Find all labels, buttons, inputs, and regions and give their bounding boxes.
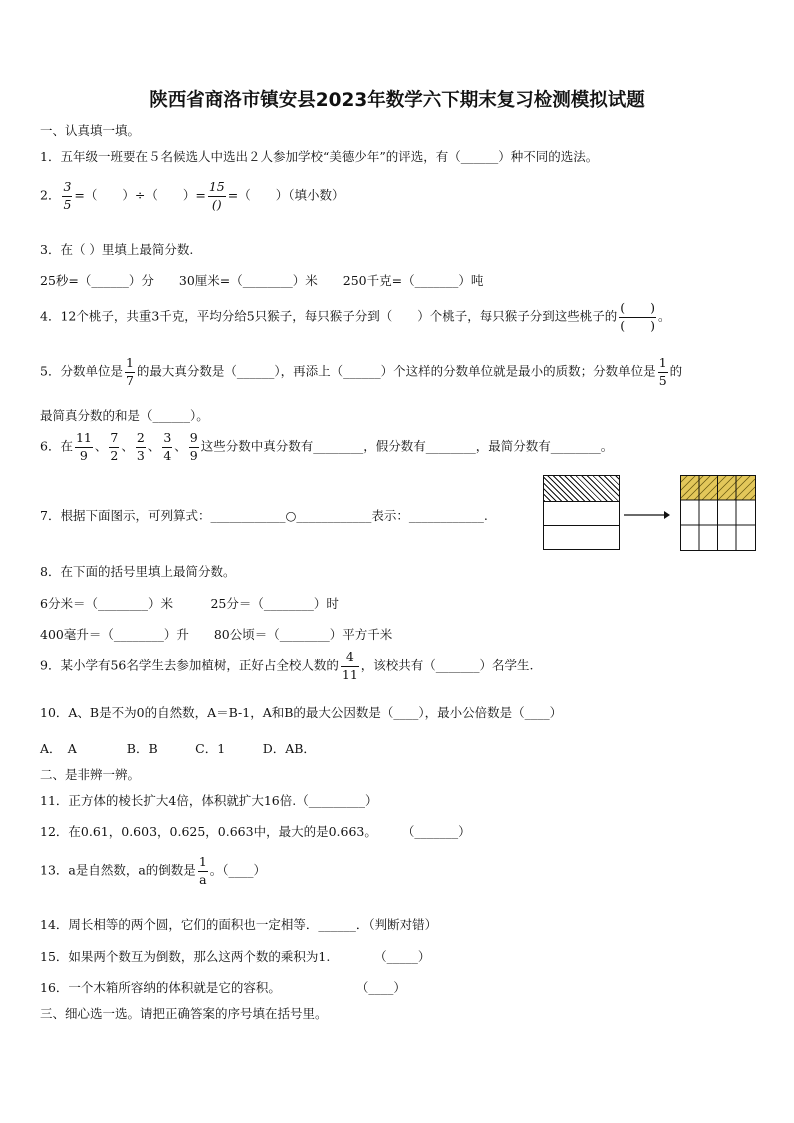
question-12: 12．在0.61，0.603，0.625，0.663中，最大的是0.663。 （_______）: [40, 824, 471, 839]
page-title: 陕西省商洛市镇安县2023年数学六下期末复习检测模拟试题: [149, 90, 645, 111]
question-2-tail: =（ ）（填小数）: [227, 187, 345, 203]
question-13-part-b: 。（____）: [209, 862, 267, 878]
question-5-line-2: 最简真分数的和是（______）。: [40, 408, 209, 423]
fraction-numerator: 15: [208, 181, 226, 197]
fraction-15-blank: [208, 181, 226, 211]
grid-diagram-right: [680, 475, 756, 554]
fraction-denominator: (): [211, 196, 222, 212]
question-2-middle: =（ ）÷（ ）=: [74, 187, 206, 203]
fraction-denominator: 2: [110, 447, 119, 463]
question-7: 7．根据下面图示，可列算式：____________○____________表示：____________.: [40, 508, 488, 523]
question-4-text: 4．12个桃子，共重3千克，平均分给5只猴子，每只猴子分到（ ）个桃子，每只猴子分到这些桃子的: [40, 308, 618, 324]
question-3-blanks: 25秒=（______）分 30厘米=（________）米 250千克=（_______）吨: [40, 273, 484, 288]
fraction-denominator: 7: [125, 372, 134, 388]
question-8-line-2: 400毫升＝（________）升 80公顷＝（________）平方千米: [40, 627, 393, 642]
question-15: 15．如果两个数互为倒数，那么这两个数的乘积为1. （_____）: [40, 949, 431, 964]
fraction-1-5: [658, 357, 668, 387]
question-11: 11．正方体的棱长扩大4倍，体积就扩大16倍.（_________）: [40, 793, 378, 808]
fraction-denominator: 9: [189, 447, 198, 463]
section-2-heading: 二、是非辨一辨。: [40, 767, 141, 782]
fraction-numerator: 11: [75, 432, 93, 448]
fraction-denominator: 3: [136, 447, 145, 463]
fraction-numerator: 3: [162, 432, 172, 448]
arrow-icon: [624, 509, 670, 524]
question-10: 10．A、B是不为0的自然数，A＝B-1，A和B的最大公因数是（____），最小公倍数是（____）: [40, 705, 563, 720]
question-4: [40, 302, 671, 332]
question-1: 1．五年级一班要在５名候选人中选出２人参加学校“美德少年”的评选，有（______）种不同的选法。: [40, 149, 599, 164]
fraction-denominator: ( ): [620, 317, 656, 333]
fraction-7-2: [109, 432, 119, 462]
shaded-part: [543, 475, 620, 502]
question-8: 8．在下面的括号里填上最简分数。: [40, 564, 236, 579]
fraction-numerator: 3: [62, 181, 72, 197]
fraction-denominator: 5: [658, 372, 667, 388]
fraction-denominator: 9: [79, 447, 88, 463]
question-8-line-1: 6分米＝（________）米 25分＝（________）时: [40, 596, 339, 611]
question-9-part-a: 9．某小学有56名学生去参加植树，正好占全校人数的: [40, 657, 339, 673]
question-5-part-c: 的: [669, 363, 683, 379]
fraction-9-9: [189, 432, 199, 462]
fraction-3-5: [62, 181, 72, 211]
fraction-numerator: 1: [658, 357, 668, 373]
question-10-options: A． A B．B C．1 D．AB．: [40, 741, 316, 756]
question-6-part-a: 6．在: [40, 438, 73, 454]
section-3-heading: 三、细心选一选。请把正确答案的序号填在括号里。: [40, 1006, 328, 1021]
question-13-part-a: 13．a是自然数，a的倒数是: [40, 862, 196, 878]
question-9: [40, 651, 534, 681]
question-5-part-b: 的最大真分数是（______），再添上（______）个这样的分数单位就是最小的质数；分数单位是: [136, 363, 656, 379]
fraction-numerator: 4: [341, 651, 359, 667]
question-3: 3．在（ ）里填上最简分数.: [40, 242, 194, 257]
question-13: [40, 856, 266, 886]
blank-part: [543, 500, 620, 526]
fraction-3-4: [162, 432, 172, 462]
fraction-numerator: 1: [125, 357, 135, 373]
section-1-heading: 一、认真填一填。: [40, 123, 141, 138]
fraction-1-7: [125, 357, 135, 387]
fraction-numerator: 1: [198, 856, 208, 872]
fraction-denominator: 11: [341, 666, 358, 682]
fraction-11-9: [75, 432, 93, 462]
question-5: [40, 357, 682, 387]
fraction-numerator: ( ): [619, 302, 656, 318]
question-9-part-b: ，该校共有（_______）名学生.: [360, 657, 534, 673]
fraction-denominator: 4: [163, 447, 172, 463]
fraction-1-a: [198, 856, 208, 886]
question-14: 14．周长相等的两个圆，它们的面积也一定相等．______．（判断对错）: [40, 917, 438, 932]
fraction-numerator: 7: [109, 432, 119, 448]
question-6-part-b: 这些分数中真分数有________，假分数有________，最简分数有________。: [200, 438, 614, 454]
fraction-2-3: [136, 432, 146, 462]
question-2-number: 2．: [40, 187, 61, 203]
question-2: [40, 181, 344, 211]
fraction-numerator: 9: [189, 432, 199, 448]
question-5-part-a: 5．分数单位是: [40, 363, 123, 379]
fraction-blank: [619, 302, 656, 332]
fraction-4-11: [341, 651, 359, 681]
question-4-tail: 。: [658, 308, 671, 324]
fraction-denominator: 5: [63, 196, 72, 212]
question-16: 16．一个木箱所容纳的体积就是它的容积。 （____）: [40, 980, 406, 995]
fraction-denominator: a: [199, 871, 207, 887]
blank-part: [543, 525, 620, 550]
fraction-numerator: 2: [136, 432, 146, 448]
question-6: 6．在 $\frac{11}{9}$ 、 $\frac{7}{2}$ 、 $\frac{2}{3}$ 、 $\frac{3}{4}$ 、 $\frac{9}{9}$ 这些分数中真分数有________，假分数有________，最简分数有________。: [40, 430, 614, 463]
